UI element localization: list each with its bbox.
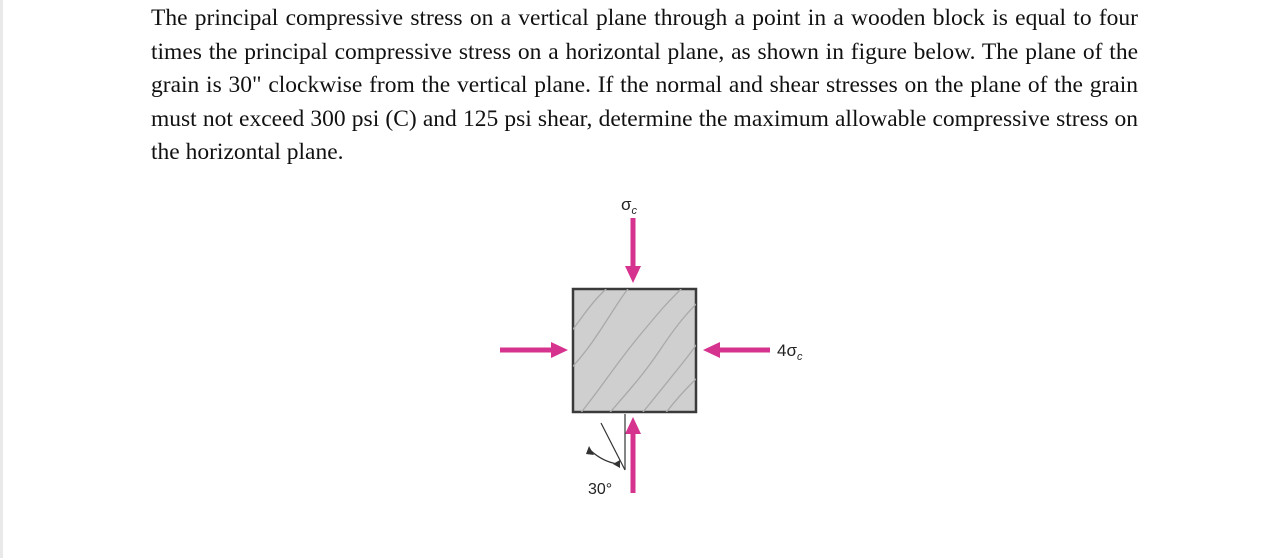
side-stress-label: $4\sigma_c$: [777, 341, 803, 363]
wooden-block: [555, 260, 715, 440]
grain-angle-indicator: [586, 414, 625, 470]
right-stress-arrow: [703, 342, 770, 358]
top-stress-label: $\sigma_c$: [621, 195, 637, 217]
left-stress-arrow: [500, 342, 568, 358]
top-stress-arrow: [625, 218, 641, 283]
bottom-stress-arrow: [625, 417, 641, 493]
problem-statement: The principal compressive stress on a vertical plane through a point in a wooden block is equal to four times the principal compressive stress on a horizontal plane, as shown in figure below. The plane of the grain is 30" clockwise from the vertical plane. If the normal and shear stresses on the plane of the grain must not exceed 300 psi (C) and 125 psi shear, determine the maximum allowable compressive stress on the horizontal plane.: [151, 5, 1138, 165]
angle-label: 30°: [588, 481, 613, 498]
